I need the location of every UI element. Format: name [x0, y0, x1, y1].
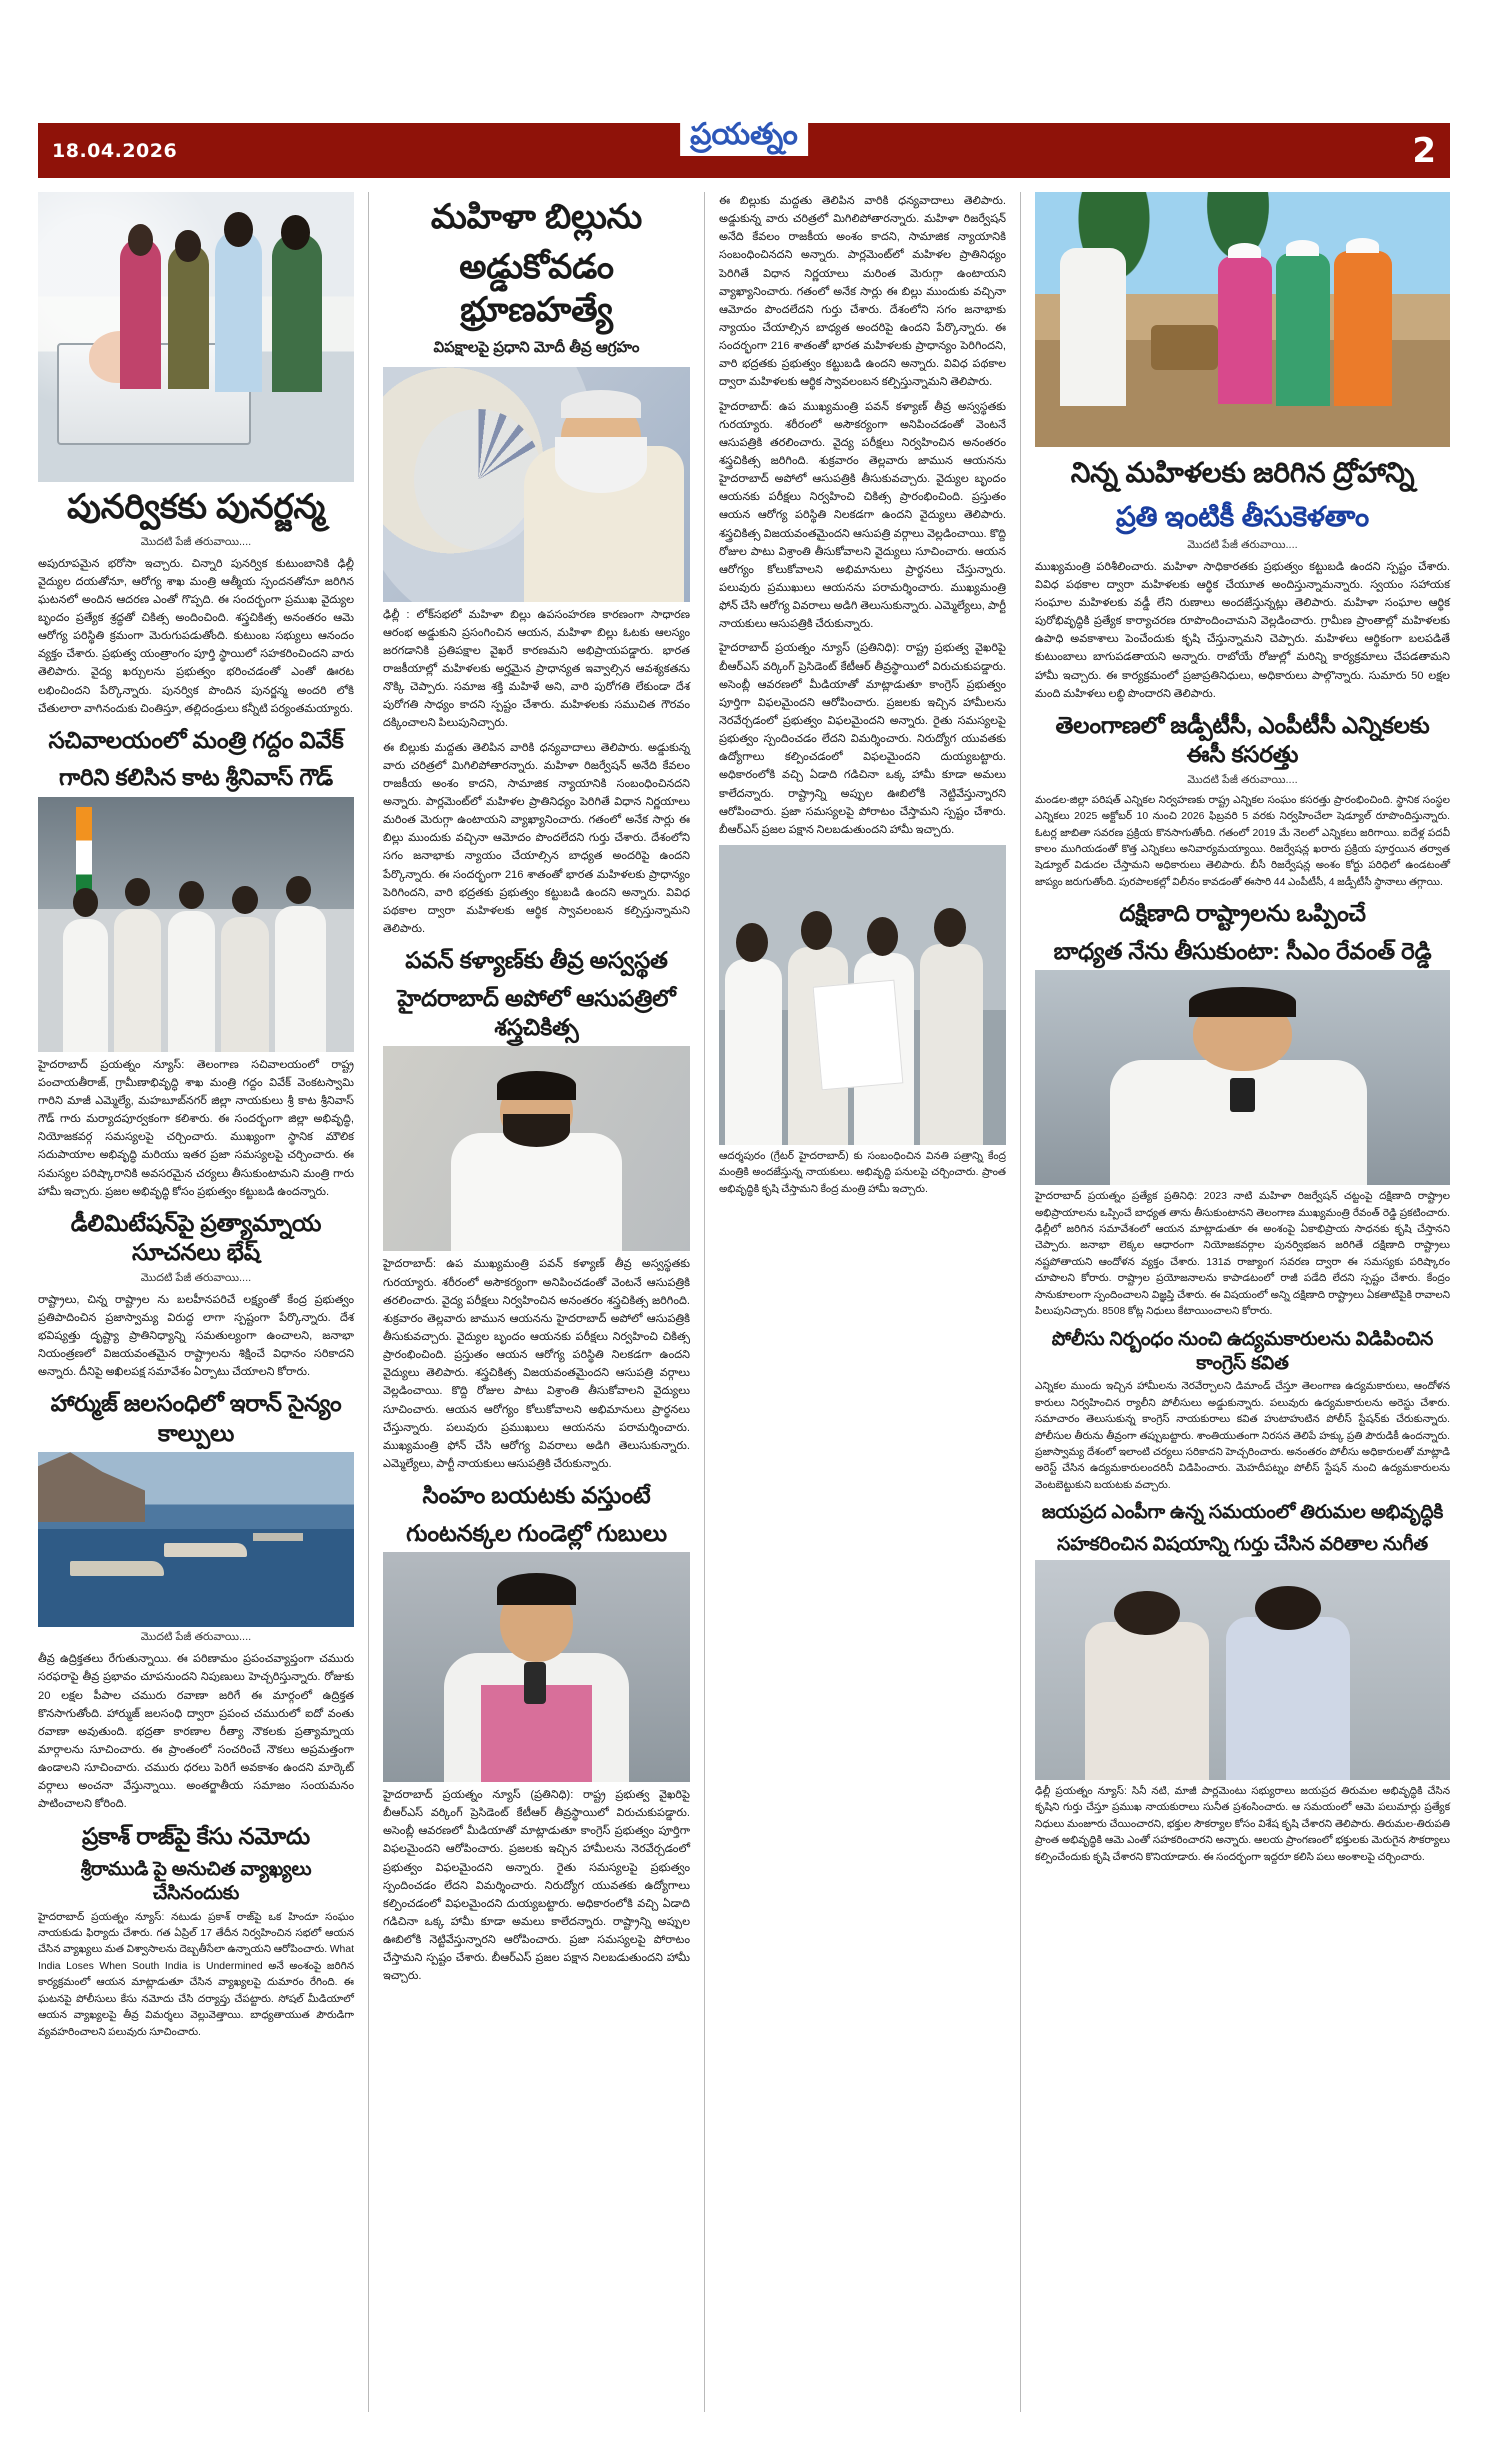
- headline-prakashraj-line1: ప్రకాశ్ రాజ్‌పై కేసు నమోదు: [82, 1822, 310, 1849]
- headline-women-line2: ప్రతి ఇంటికీ తీసుకెళతాం: [1115, 500, 1370, 532]
- photo-caption-handover: ఆదర్శపురం (గ్రేటర్ హైదరాబాద్) కు సంబంధించిన వినతి పత్రాన్ని కేంద్ర మంత్రికి అందజేస్తున్న నాయకులు. అభివృద్ధి పనులపై చర్చించారు. ప్రాంత అభివృద్ధికి కృషి చేస్తామని కేంద్ర మంత్రి హామీ ఇచ్చారు.: [719, 1150, 1006, 1195]
- headline-hormuz: హార్ముజ్ జలసంధిలో ఇరాన్ సైన్యం కాల్పులు: [50, 1390, 342, 1446]
- secretariat-meeting-photo: [38, 797, 354, 1052]
- headline-ktr-line1: సింహం బయటకు వస్తుంటే: [422, 1482, 651, 1509]
- headline-prakashraj-line2: శ్రీరాముడి పై అనుచిత వ్యాఖ్యలు చేసినందుకు: [80, 1858, 312, 1905]
- headline-delimitation: డీలిమిటేషన్‌పై ప్రత్యామ్నాయ సూచనలు భేష్: [70, 1209, 322, 1266]
- article-body-hormuz: తీవ్ర ఉద్రిక్తతలు రేగుతున్నాయి. ఈ పరిణామం ప్రపంచవ్యాప్తంగా చమురు సరఫరాపై తీవ్ర ప్రభావం చూపనుందని నిపుణులు హెచ్చరిస్తున్నారు. రోజుకు 20 లక్షల పీపాల చమురు రవాణా జరిగే ఈ మార్గంలో ఉద్రిక్తత కొనసాగుతోంది. హార్ముజ్ జలసంధి ద్వారా ప్రపంచ చమురులో ఐదో వంతు రవాణా అవుతుంది. భద్రతా కారణాల రీత్యా నౌకలకు ప్రత్యామ్నాయ మార్గాలను సూచించారు. ఈ ప్రాంతంలో సంచరించే నౌకలు అప్రమత్తంగా ఉండాలని సూచించారు. చమురు ధరలు పెరిగే అవకాశం ఉందని మార్కెట్ వర్గాలు అంచనా వేస్తున్నాయి. అంతర్జాతీయ సమాజం సంయమనం పాటించాలని కోరింది.: [38, 1653, 354, 1811]
- column-center-left: [368, 192, 704, 2412]
- pawan-kalyan-photo: [383, 1046, 690, 1251]
- column-center-right: [704, 192, 1020, 2412]
- headline-revanth-line1: దక్షిణాది రాష్ట్రాలను ఒప్పించే: [1119, 900, 1366, 927]
- headline-secretariat-line1: సచివాలయంలో మంత్రి గద్దం వివేక్: [48, 726, 344, 753]
- ocean-ships-photo: [38, 1452, 354, 1627]
- article-body-modi-1: ఢిల్లీ : లోక్‌సభలో మహిళా బిల్లు ఉపసంహరణ కారణంగా సాధారణ ఆరంభ అడ్డుకుని ప్రసంగించిన ఆయన, మహిళా బిల్లు ఓటకు ఆలస్యం జరగడానికి ప్రతిపక్షాల వైఖరే కారణమని అభిప్రాయపడ్డారు. భారత రాజకీయాల్లో మహిళలకు అర్హమైన ప్రాధాన్యత ఇవ్వాల్సిన ఆవశ్యకతను నొక్కి చెప్పారు. సమాజ శక్తి మహిళే అని, వారి పురోగతి లేకుండా దేశ పురోగతి సాధ్యం కాదని స్పష్టం చేశారు. మహిళలకు సముచిత గౌరవం దక్కించాలని పిలుపునిచ్చారు.: [383, 608, 690, 730]
- article-body-zptc: మండల-జిల్లా పరిషత్ ఎన్నికల నిర్వహణకు రాష్ట్ర ఎన్నికల సంఘం కసరత్తు ప్రారంభించింది. స్థానిక సంస్థల ఎన్నికలు 2025 అక్టోబర్ 10 నుంచి 2026 ఫిబ్రవరి 5 వరకు నిర్వహించేలా షెడ్యూల్ రూపొందిస్తున్నారు. ఓటర్ల జాబితా సవరణ ప్రక్రియ కొనసాగుతోంది. గతంలో 2019 మే నెలలో ఎన్నికలు జరిగాయి. ఐదేళ్ల పదవీ కాలం ముగియడంతో కొత్త ఎన్నికలు అనివార్యమయ్యాయి. రిజర్వేషన్ల ఖరారు ప్రక్రియ పూర్తయిన తర్వాత షెడ్యూల్ విడుదల చేస్తామని అధికారులు తెలిపారు. బీసీ రిజర్వేషన్ల అంశం కోర్టు పరిధిలో ఉండటంతో జాప్యం జరుగుతోంది. పురపాలకల్లో విలీనం కావడంతో ఈసారి 44 ఎంపీటీసీ, 4 జడ్పీటీసీ స్థానాలు తగ్గాయి.: [1035, 794, 1450, 888]
- article-body-delimitation: రాష్ట్రాలు, చిన్న రాష్ట్రాల ను బలహీనపరిచే లక్ష్యంతో కేంద్ర ప్రభుత్వం ప్రతిపాదించిన ప్రజాస్వామ్య విరుద్ధ లాగా స్పష్టంగా పేర్కొన్నారు. దేశ భవిష్యత్తు దృష్ట్యా ప్రాతినిధ్యాన్ని సమతుల్యంగా ఉంచాలని, జనాభా నియంత్రణలో విజయవంతమైన రాష్ట్రాలను శిక్షించే విధానం సరికాదని అన్నారు. దీనిపై అఖిలపక్ష సమావేశం ఏర్పాటు చేయాలని కోరారు.: [38, 1293, 354, 1379]
- article-body-pawan-cont: హైదరాబాద్: ఉప ముఖ్యమంత్రి పవన్ కళ్యాణ్ తీవ్ర అస్వస్థతకు గురయ్యారు. శరీరంలో అసౌకర్యంగా అనిపించడంతో వెంటనే ఆసుపత్రికి తరలించారు. వైద్య పరీక్షలు నిర్వహించిన అనంతరం శస్త్రచికిత్స జరిగింది. శుక్రవారం తెల్లవారు జామున ఆయనను హైదరాబాద్ అపోలో ఆసుపత్రికి తీసుకువచ్చారు. వైద్యుల బృందం ఆయనకు పరీక్షలు నిర్వహించి చికిత్స ప్రారంభించింది. ప్రస్తుతం ఆయన ఆరోగ్య పరిస్థితి నిలకడగా ఉందని వైద్యులు తెలిపారు. శస్త్రచికిత్స విజయవంతమైందని ఆసుపత్రి వర్గాలు వెల్లడించాయి. కొద్ది రోజుల పాటు విశ్రాంతి తీసుకోవాలని వైద్యులు సూచించారు. ఆయన ఆరోగ్యం కోలుకోవాలని అభిమానులు ప్రార్థనలు చేస్తున్నారు. పలువురు ప్రముఖులు ఆయనను పరామర్శించారు. ముఖ్యమంత్రి ఫోన్ చేసి ఆరోగ్య వివరాలు అడిగి తెలుసుకున్నారు. ఎమ్మెల్యేలు, పార్టీ నాయకులు ఆసుపత్రికి చేరుకున్నారు.: [719, 400, 1006, 631]
- column-left: [38, 192, 368, 2412]
- masthead-title: ప్రయత్నం: [690, 118, 798, 151]
- masthead-logo: [680, 116, 808, 156]
- main-headline-line2: అడ్డుకోవడం భ్రూణహత్యే: [459, 247, 614, 330]
- article-body-modi-3: ఈ బిల్లుకు మద్దతు తెలిపిన వారికి ధన్యవాదాలు తెలిపారు. అడ్డుకున్న వారు చరిత్రలో మిగిలిపోతారన్నారు. మహిళా రిజర్వేషన్ అనేది కేవలం రాజకీయ అంశం కాదని, సామాజిక న్యాయానికి సంబంధించినదని అన్నారు. పార్లమెంట్‌లో మహిళల ప్రాతినిధ్యం పెరిగితే విధాన నిర్ణయాలు మరింత మెరుగ్గా ఉంటాయని వ్యాఖ్యానించారు. గతంలో అనేక సార్లు ఈ బిల్లు ముందుకు వచ్చినా ఆమోదం పొందలేదని గుర్తు చేశారు. దేశంలోని సగం జనాభాకు న్యాయం చేయాల్సిన బాధ్యత అందరిపై ఉందని పేర్కొన్నారు. ఈ సందర్భంగా 216 శాతంతో భారత మహిళలకు ప్రాధాన్యం పెరిగిందని, వారి భద్రతకు ప్రభుత్వం కట్టుబడి ఉందని అన్నారు. వివిధ పథకాల ద్వారా మహిళలకు ఆర్థిక స్వావలంబన కల్పిస్తున్నామని తెలిపారు.: [719, 195, 1006, 389]
- continued-note-1: మొదటి పేజీ తరువాయి....: [140, 535, 252, 548]
- main-subheadline: విపక్షాలపై ప్రధాని మోదీ తీవ్ర ఆగ్రహం: [433, 338, 640, 356]
- headline-jayaprada-line1: జయప్రద ఎంపీగా ఉన్న సమయంలో తిరుమల అభివృద్ధికి: [1041, 1502, 1444, 1524]
- publication-date: 18.04.2026: [52, 139, 178, 162]
- article-body-prakashraj: హైదరాబాద్ ప్రయత్నం న్యూస్: నటుడు ప్రకాశ్ రాజ్‌పై ఒక హిందూ సంఘం నాయకుడు ఫిర్యాదు చేశారు. గత ఏప్రిల్ 17 తేదీన నిర్వహించిన సభలో ఆయన చేసిన వ్యాఖ్యలు మత విశ్వాసాలను దెబ్బతీసేలా ఉన్నాయని ఆరోపించారు. What India Loses When South India is Undermined అనే అంశంపై జరిగిన కార్యక్రమంలో ఆయన మాట్లాడుతూ చేసిన వ్యాఖ్యలపై దుమారం రేగింది. ఈ ఘటనపై పోలీసులు కేసు నమోదు చేసి దర్యాప్తు చేపట్టారు. సోషల్ మీడియాలో ఆయన వ్యాఖ్యలపై తీవ్ర విమర్శలు వెల్లువెత్తాయి. బాధ్యతాయుత పౌరుడిగా వ్యవహరించాలని పలువురు సూచించారు.: [38, 1911, 354, 2038]
- article-body-ktr-cont: హైదరాబాద్ ప్రయత్నం న్యూస్ (ప్రతినిధి): రాష్ట్ర ప్రభుత్వ వైఖరిపై బీఆర్ఎస్ వర్కింగ్ ప్రెసిడెంట్ కేటీఆర్ తీవ్రస్థాయిలో విరుచుకుపడ్డారు. అసెంబ్లీ ఆవరణలో మీడియాతో మాట్లాడుతూ కాంగ్రెస్ ప్రభుత్వం పూర్తిగా విఫలమైందని ఆరోపించారు. ప్రజలకు ఇచ్చిన హామీలను నెరవేర్చడంలో ప్రభుత్వం విఫలమైందని అన్నారు. రైతు సమస్యలపై ప్రభుత్వం స్పందించడం లేదని విమర్శించారు. నిరుద్యోగ యువతకు ఉద్యోగాలు కల్పించడంలో విఫలమైందని దుయ్యబట్టారు. అధికారంలోకి వచ్చి ఏడాది గడిచినా ఒక్క హామీ కూడా అమలు కాలేదన్నారు. రాష్ట్రాన్ని అప్పుల ఊబిలోకి నెట్టివేస్తున్నారని ఆరోపించారు. ప్రజా సమస్యలపై పోరాటం చేస్తామని స్పష్టం చేశారు. బీఆర్ఎస్ ప్రజల పక్షాన నిలబడుతుందని హామీ ఇచ్చారు.: [719, 642, 1006, 836]
- headline-kavitha: పోలీసు నిర్బంధం నుంచి ఉద్యమకారులను విడిపించిన కాంగ్రెస్ కవిత: [1051, 1328, 1434, 1374]
- revanth-reddy-photo: [1035, 970, 1450, 1185]
- article-body-women: ముఖ్యమంత్రి పరిశీలించారు. మహిళా సాధికారతకు ప్రభుత్వం కట్టుబడి ఉందని స్పష్టం చేశారు. వివిధ పథకాల ద్వారా మహిళలకు ఆర్థిక చేయూత అందిస్తున్నామన్నారు. స్వయం సహాయక సంఘాల మహిళలకు వడ్డీ లేని రుణాలు అందజేస్తున్నట్లు తెలిపారు. మహిళా సంఘాల ఆర్థిక పురోభివృద్ధికి ప్రత్యేక కార్యాచరణ రూపొందించామని వెల్లడించారు. గ్రామీణ ప్రాంతాల్లో మహిళలకు ఉపాధి అవకాశాలు పెంచేందుకు కృషి చేస్తున్నామని చెప్పారు. మహిళలు ఆర్థికంగా బలపడితే కుటుంబాలు బాగుపడతాయని అన్నారు. రాబోయే రోజుల్లో మరిన్ని కార్యక్రమాలు చేపడతామని హామీ ఇచ్చారు. ఈ కార్యక్రమంలో ప్రజాప్రతినిధులు, అధికారులు పాల్గొన్నారు. సుమారు 50 లక్షల మంది మహిళలు లబ్ధి పొందారని తెలిపారు.: [1035, 560, 1450, 700]
- headline-pawan-line1: పవన్ కళ్యాణ్‌కు తీవ్ర అస్వస్థత: [405, 947, 668, 974]
- article-body-pawan: హైదరాబాద్: ఉప ముఖ్యమంత్రి పవన్ కళ్యాణ్ తీవ్ర అస్వస్థతకు గురయ్యారు. శరీరంలో అసౌకర్యంగా అనిపించడంతో వెంటనే ఆసుపత్రికి తరలించారు. వైద్య పరీక్షలు నిర్వహించిన అనంతరం శస్త్రచికిత్స జరిగింది. శుక్రవారం తెల్లవారు జామున ఆయనను హైదరాబాద్ అపోలో ఆసుపత్రికి తీసుకువచ్చారు. వైద్యుల బృందం ఆయనకు పరీక్షలు నిర్వహించి చికిత్స ప్రారంభించింది. ప్రస్తుతం ఆయన ఆరోగ్య పరిస్థితి నిలకడగా ఉందని వైద్యులు తెలిపారు. శస్త్రచికిత్స విజయవంతమైందని ఆసుపత్రి వర్గాలు వెల్లడించాయి. కొద్ది రోజుల పాటు విశ్రాంతి తీసుకోవాలని వైద్యులు సూచించారు. ఆయన ఆరోగ్యం కోలుకోవాలని అభిమానులు ప్రార్థనలు చేస్తున్నారు. పలువురు ప్రముఖులు ఆయనను పరామర్శించారు. ముఖ్యమంత్రి ఫోన్ చేసి ఆరోగ్య వివరాలు అడిగి తెలుసుకున్నారు. ఎమ్మెల్యేలు, పార్టీ నాయకులు ఆసుపత్రికి చేరుకున్నారు.: [383, 1258, 690, 1470]
- headline-zptc-election: తెలంగాణలో జడ్పీటీసీ, ఎంపీటీసీ ఎన్నికలకు ఈసీ కసరత్తు: [1055, 711, 1430, 768]
- headline-ktr-line2: గుంటనక్కల గుండెల్లో గుబులు: [406, 1519, 667, 1546]
- continued-note-5: మొదటి పేజీ తరువాయి....: [1187, 773, 1298, 786]
- continued-note-2: మొదటి పేజీ తరువాయి....: [140, 1271, 252, 1284]
- continued-note-3: మొదటి పేజీ తరువాయి....: [140, 1631, 252, 1644]
- ktr-photo: [383, 1552, 690, 1782]
- headline-revanth-line2: బాధ్యత నేను తీసుకుంటా: సీఎం రేవంత్ రెడ్డి: [1053, 937, 1432, 964]
- two-women-photo: [1035, 1560, 1450, 1780]
- article-body-secretariat: హైదరాబాద్ ప్రయత్నం న్యూస్: తెలంగాణ సచివాలయంలో రాష్ట్ర పంచాయతీరాజ్, గ్రామీణాభివృద్ధి శాఖ మంత్రి గద్దం వివేక్ వెంకటస్వామి గారిని మాజీ ఎమ్మెల్యే, మహబూబ్‌నగర్ జిల్లా నాయకులు శ్రీ కాట శ్రీనివాస్ గౌడ్ గారు మర్యాదపూర్వకంగా కలిశారు. ఈ సందర్భంగా జిల్లా అభివృద్ధి, నియోజకవర్గ సమస్యలపై చర్చించారు. ముఖ్యంగా స్థానిక మౌలిక సదుపాయాల అభివృద్ధి మరియు ఇతర ప్రజా సమస్యలపై చర్చించారు. ఈ సమస్యల పరిష్కారానికి అవసరమైన చర్యలు తీసుకుంటామని మంత్రి గారు హామీ ఇచ్చారు. ప్రజల అభివృద్ధి కోసం ప్రభుత్వం కట్టుబడి ఉందన్నారు.: [38, 1058, 354, 1198]
- article-body-revanth: హైదరాబాద్ ప్రయత్నం ప్రత్యేక ప్రతినిధి: 2023 నాటి మహిళా రిజర్వేషన్ చట్టంపై దక్షిణాది రాష్ట్రాల అభిప్రాయాలను ఒప్పించే బాధ్యత తాను తీసుకుంటానని తెలంగాణ ముఖ్యమంత్రి రేవంత్ రెడ్డి ప్రకటించారు. ఢిల్లీలో జరిగిన సమావేశంలో ఆయన మాట్లాడుతూ ఈ అంశంపై ఏకాభిప్రాయ సాధనకు కృషి చేస్తానని చెప్పారు. జనాభా లెక్కల ఆధారంగా నియోజకవర్గాల పునర్విభజన జరిగితే దక్షిణాది రాష్ట్రాలు నష్టపోతాయని ఆందోళన వ్యక్తం చేశారు. 131వ రాజ్యాంగ సవరణ ద్వారా ఈ సమస్యకు పరిష్కారం చూపాలని కోరారు. రాష్ట్రాల ప్రయోజనాలను కాపాడటంలో రాజీ పడేది లేదని స్పష్టం చేశారు. కేంద్రం సానుకూలంగా స్పందించాలని విజ్ఞప్తి చేశారు. ఈ విషయంలో అన్ని దక్షిణాది రాష్ట్రాలు ఏకతాటిపైకి రావాలని పిలుపునిచ్చారు. 8508 కోట్ల నిధులు కేటాయించాలని కోరారు.: [1035, 1191, 1450, 1318]
- headline-pawan-line2: హైదరాబాద్ అపోలో ఆసుపత్రిలో శస్త్రచికిత్స: [397, 984, 676, 1040]
- headline-secretariat-line2: గారిని కలిసిన కాట శ్రీనివాస్ గౌడ్: [59, 764, 333, 791]
- headline-punarvika: పునర్విక‌కు పునర్జన్మ: [66, 488, 326, 526]
- pm-modi-photo: [383, 367, 690, 602]
- headline-jayaprada-line2: సహకరించిన విషయాన్ని గుర్తు చేసిన వరితాల నుగీత: [1056, 1533, 1428, 1555]
- main-headline-line1: మహిళా బిల్లును: [430, 198, 643, 236]
- headline-women-line1: నిన్న మహిళలకు జరిగిన ద్రోహాన్ని: [1070, 457, 1415, 488]
- page-columns: [38, 192, 1450, 2412]
- chandrababu-coconut-photo: [1035, 192, 1450, 447]
- continued-note-4: మొదటి పేజీ తరువాయి....: [1187, 538, 1298, 551]
- article-body-ktr: హైదరాబాద్ ప్రయత్నం న్యూస్ (ప్రతినిధి): రాష్ట్ర ప్రభుత్వ వైఖరిపై బీఆర్ఎస్ వర్కింగ్ ప్రెసిడెంట్ కేటీఆర్ తీవ్రస్థాయిలో విరుచుకుపడ్డారు. అసెంబ్లీ ఆవరణలో మీడియాతో మాట్లాడుతూ కాంగ్రెస్ ప్రభుత్వం పూర్తిగా విఫలమైందని ఆరోపించారు. ప్రజలకు ఇచ్చిన హామీలను నెరవేర్చడంలో ప్రభుత్వం విఫలమైందని అన్నారు. రైతు సమస్యలపై ప్రభుత్వం స్పందించడం లేదని విమర్శించారు. నిరుద్యోగ యువతకు ఉద్యోగాలు కల్పించడంలో విఫలమైందని దుయ్యబట్టారు. అధికారంలోకి వచ్చి ఏడాది గడిచినా ఒక్క హామీ కూడా అమలు కాలేదన్నారు. రాష్ట్రాన్ని అప్పుల ఊబిలోకి నెట్టివేస్తున్నారని ఆరోపించారు. ప్రజా సమస్యలపై పోరాటం చేస్తామని స్పష్టం చేశారు. బీఆర్ఎస్ ప్రజల పక్షాన నిలబడుతుందని హామీ ఇచ్చారు.: [383, 1788, 690, 1983]
- article-body-kavitha: ఎన్నికల ముందు ఇచ్చిన హామీలను నెరవేర్చాలని డిమాండ్ చేస్తూ తెలంగాణ ఉద్యమకారులు, ఆందోళన కారులు నిర్వహించిన ర్యాలీని పోలీసులు అడ్డుకున్నారు. పలువురు ఉద్యమకారులను అరెస్టు చేశారు. సమాచారం తెలుసుకున్న కాంగ్రెస్ నాయకురాలు కవిత హుటాహుటిన పోలీస్ స్టేషన్‌కు చేరుకున్నారు. పోలీసుల తీరును తీవ్రంగా తప్పుబట్టారు. శాంతియుతంగా నిరసన తెలిపే హక్కు ప్రతి పౌరుడికీ ఉందన్నారు. ప్రజాస్వామ్య దేశంలో ఇలాంటి చర్యలు సరికాదని హెచ్చరించారు. అనంతరం పోలీసు అధికారులతో మాట్లాడి అరెస్ట్ చేసిన ఉద్యమకారులందరినీ విడిపించారు. మెహదీపట్నం పోలీస్ స్టేషన్ నుంచి ఉద్యమకారులను వెంటబెట్టుకుని బయటకు వచ్చారు.: [1035, 1381, 1450, 1491]
- handover-meeting-photo: [719, 845, 1006, 1145]
- article-body-punarvika: అపురూపమైన భరోసా ఇచ్చారు. చిన్నారి పునర్విక కుటుంబానికి ఢిల్లీ వైద్యుల దయతోనూ, ఆరోగ్య శాఖ మంత్రి ఆత్మీయ స్పందనతోనూ జరిగిన ఘటనలో అందిన ఆదరణ ఎంతో గొప్పది. ఈ సందర్భంగా ప్రముఖ వైద్యుల బృందం ప్రత్యేక శ్రద్ధతో చికిత్స అందించింది. శస్త్రచికిత్స అనంతరం ఆమె ఆరోగ్య పరిస్థితి క్రమంగా మెరుగుపడుతోంది. కుటుంబ సభ్యులు ఆనందం వ్యక్తం చేశారు. ప్రభుత్వ యంత్రాంగం పూర్తి స్థాయిలో సహకరించిందని వారు తెలిపారు. వైద్య ఖర్చులను ప్రభుత్వం భరించడంతో ఎంతో ఊరట లభించిందని పేర్కొన్నారు. పునర్విక పొందిన పునర్జన్మ అందరి లోకి చేతులారా వాగినందుకు చింతిస్తూ, తల్లిదండ్రులు కన్నీటి పర్యంతమయ్యారు.: [38, 557, 354, 715]
- column-right: [1020, 192, 1450, 2412]
- page-number: 2: [1412, 130, 1436, 171]
- article-body-jayaprada: ఢిల్లీ ప్రయత్నం న్యూస్: సినీ నటి, మాజీ పార్లమెంటు సభ్యురాలు జయప్రద తిరుమల అభివృద్ధికి చేసిన కృషిని గుర్తు చేస్తూ ప్రముఖ నాయకురాలు సునీత ప్రశంసించారు. ఆ సమయంలో ఆమె పలుమార్లు ప్రత్యేక నిధులు మంజూరు చేయించారని, భక్తుల సౌకర్యాల కోసం విశేష కృషి చేశారని తెలిపారు. తిరుమల-తిరుపతి ప్రాంత అభివృద్ధికి ఆమె ఎంతో సహకరించారని అన్నారు. ఆలయ ప్రాంగణంలో భక్తులకు మెరుగైన సౌకర్యాలు కల్పించేందుకు కృషి చేశారని కొనియాడారు. ఈ సందర్భంగా ఇద్దరూ కలిసి పలు అంశాలపై చర్చించారు.: [1035, 1785, 1450, 1863]
- hospital-visit-photo: [38, 192, 354, 482]
- article-body-modi-2: ఈ బిల్లుకు మద్దతు తెలిపిన వారికి ధన్యవాదాలు తెలిపారు. అడ్డుకున్న వారు చరిత్రలో మిగిలిపోతారన్నారు. మహిళా రిజర్వేషన్ అనేది కేవలం రాజకీయ అంశం కాదని, సామాజిక న్యాయానికి సంబంధించినదని అన్నారు. పార్లమెంట్‌లో మహిళల ప్రాతినిధ్యం పెరిగితే విధాన నిర్ణయాలు మరింత మెరుగ్గా ఉంటాయని వ్యాఖ్యానించారు. గతంలో అనేక సార్లు ఈ బిల్లు ముందుకు వచ్చినా ఆమోదం పొందలేదని గుర్తు చేశారు. దేశంలోని సగం జనాభాకు న్యాయం చేయాల్సిన బాధ్యత అందరిపై ఉందని పేర్కొన్నారు. ఈ సందర్భంగా 216 శాతంతో భారత మహిళలకు ప్రాధాన్యం పెరిగిందని, వారి భద్రతకు ప్రభుత్వం కట్టుబడి ఉందని అన్నారు. వివిధ పథకాల ద్వారా మహిళలకు ఆర్థిక స్వావలంబన కల్పిస్తున్నామని తెలిపారు.: [383, 741, 690, 935]
